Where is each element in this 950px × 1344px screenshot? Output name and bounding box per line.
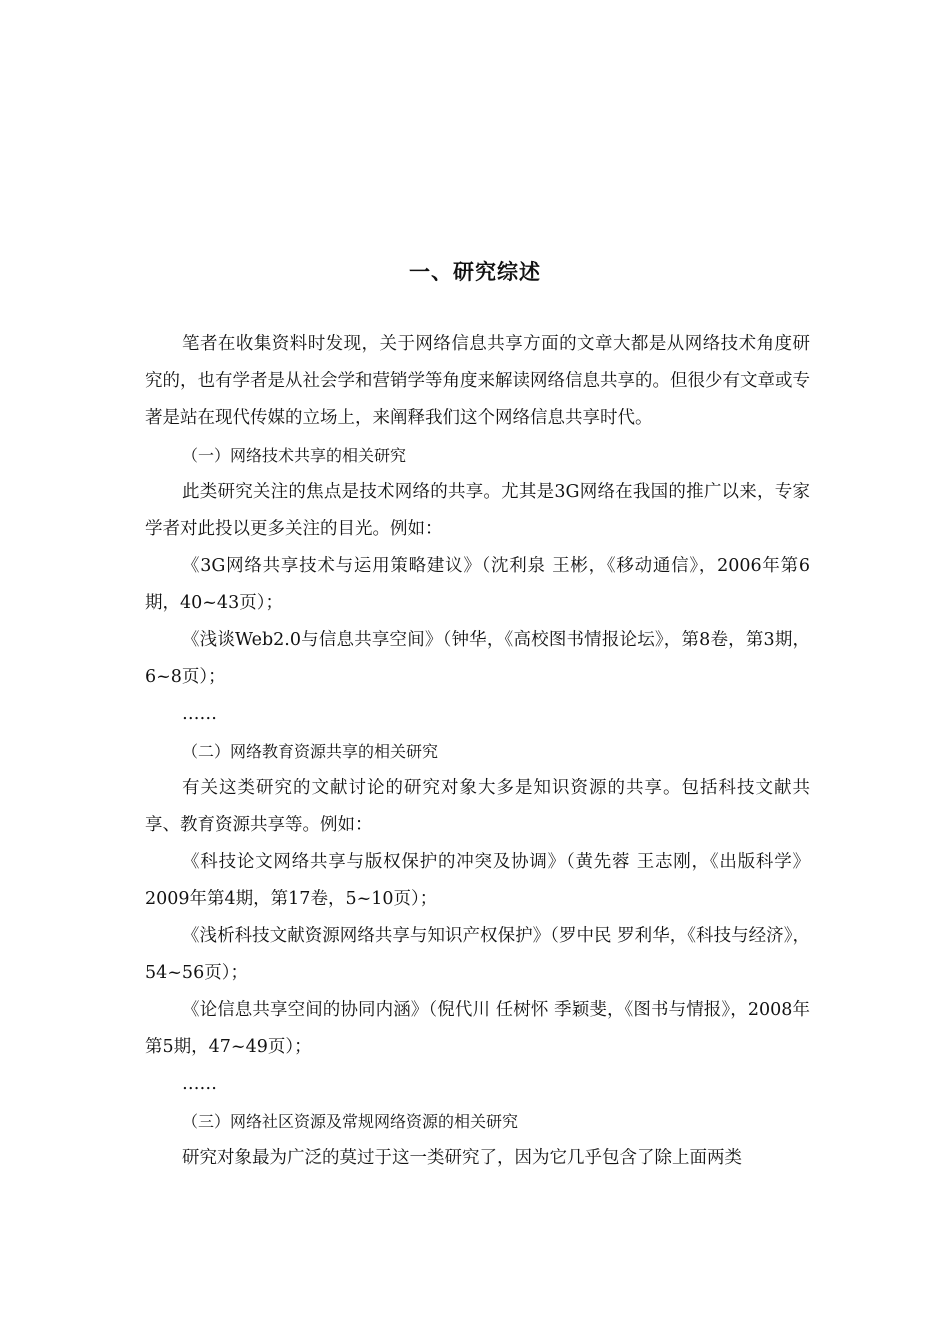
- section-heading-1: （一）网络技术共享的相关研究: [182, 446, 407, 465]
- ellipsis: ……: [182, 1074, 217, 1094]
- reference-item: 《浅谈Web2.0与信息共享空间》（钟华，《高校图书情报论坛》，第8卷，第3期，6~8页）；: [145, 630, 810, 687]
- section-heading-3: （三）网络社区资源及常规网络资源的相关研究: [182, 1112, 519, 1131]
- section-1-paragraph: 此类研究关注的焦点是技术网络的共享。尤其是3G网络在我国的推广以来，专家学者对此投以更多关注的目光。例如：: [145, 482, 810, 539]
- section-3-paragraph: 研究对象最为广泛的莫过于这一类研究了，因为它几乎包含了除上面两类: [182, 1148, 742, 1168]
- ellipsis: ……: [182, 704, 217, 724]
- section-heading-2: （二）网络教育资源共享的相关研究: [182, 742, 439, 761]
- reference-item: 《浅析科技文献资源网络共享与知识产权保护》（罗中民 罗利华，《科技与经济》，54~56页）；: [145, 926, 810, 983]
- reference-item: 《科技论文网络共享与版权保护的冲突及协调》（黄先蓉 王志刚，《出版科学》2009年第4期，第17卷，5~10页）；: [145, 852, 810, 909]
- document-body: [145, 326, 810, 1177]
- page-title: 一、研究综述: [409, 260, 541, 284]
- section-2-paragraph: 有关这类研究的文献讨论的研究对象大多是知识资源的共享。包括科技文献共享、教育资源共享等。例如：: [145, 778, 810, 835]
- reference-item: 《3G网络共享技术与运用策略建议》（沈利泉 王彬，《移动通信》，2006年第6期，40~43页）；: [145, 556, 810, 613]
- intro-paragraph: 笔者在收集资料时发现，关于网络信息共享方面的文章大都是从网络技术角度研究的，也有学者是从社会学和营销学等角度来解读网络信息共享的。但很少有文章或专著是站在现代传媒的立场上，来阐释我们这个网络信息共享时代。: [145, 334, 810, 428]
- reference-item: 《论信息共享空间的协同内涵》（倪代川 任树怀 季颖斐，《图书与情报》，2008年第5期，47~49页）；: [145, 1000, 810, 1057]
